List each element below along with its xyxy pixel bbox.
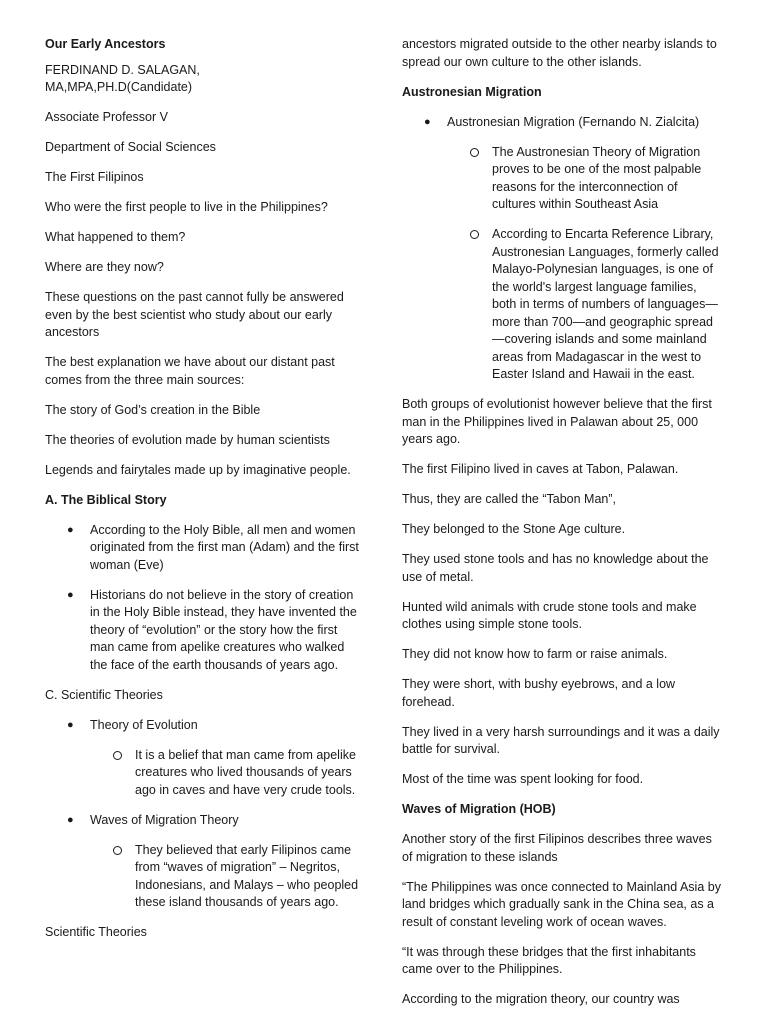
subbullet-text: According to Encarta Reference Library, Austronesian Languages, formerly called Malayo-Polynesian languages, is one of the world's largest language families, both in terms of numbers of languages—more than 700—and geographic spread—covering islands and some mainland areas from Madagascar in the west to Easter Island and Hawaii in the east. bbox=[492, 227, 719, 381]
source-evolution: The theories of evolution made by human scientists bbox=[45, 432, 330, 447]
question-2: What happened to them? bbox=[45, 230, 186, 244]
right-column bbox=[402, 36, 724, 1009]
bullet-text: Theory of Evolution bbox=[90, 717, 198, 732]
appearance-paragraph: They were short, with bushy eyebrows, and a low forehead. bbox=[402, 677, 676, 709]
author-credentials: MA,MPA,PH.D(Candidate) bbox=[45, 80, 193, 94]
inhabitants-paragraph: “It was through these bridges that the first inhabitants came over to the Philippines. bbox=[402, 944, 696, 976]
biblical-bullet-1 bbox=[45, 522, 363, 575]
biblical-heading: A. The Biblical Story bbox=[45, 492, 167, 507]
land-bridge-paragraph: “The Philippines was once connected to Mainland Asia by land bridges which gradually sank in the China sea, as a result of constant leveling work of ocean waves. bbox=[402, 879, 721, 929]
bullet-icon: ● bbox=[67, 523, 74, 536]
question-1: Who were the first people to live in the Philippines? bbox=[45, 200, 328, 214]
subbullet-text: They believed that early Filipinos came from “waves of migration” – Negritos, Indonesians, and Malays – who peopled these island thousands of years ago. bbox=[135, 842, 359, 909]
circle-bullet-icon bbox=[470, 148, 479, 157]
left-column bbox=[45, 36, 363, 942]
scientific-bullet-1 bbox=[45, 717, 363, 735]
migration-theory-paragraph: According to the migration theory, our country was bbox=[402, 992, 680, 1006]
author-name: FERDINAND D. SALAGAN, bbox=[45, 62, 200, 77]
scientific-subbullet-1 bbox=[45, 747, 363, 800]
subbullet-text: It is a belief that man came from apelike creatures who lived thousands of years ago in caves and have very crude tools. bbox=[135, 747, 356, 797]
waves-paragraph: Another story of the first Filipinos describes three waves of migration to these islands bbox=[402, 832, 712, 864]
circle-bullet-icon bbox=[113, 751, 122, 760]
author-department: Department of Social Sciences bbox=[45, 140, 216, 154]
bullet-text: According to the Holy Bible, all men and women originated from the first man (Adam) and the first woman (Eve) bbox=[90, 522, 359, 572]
bullet-icon: ● bbox=[67, 813, 74, 826]
source-bible: The story of God’s creation in the Bible bbox=[45, 402, 261, 417]
continued-paragraph: ancestors migrated outside to the other nearby islands to spread our own culture to the other islands. bbox=[402, 37, 717, 69]
hunting-paragraph: Hunted wild animals with crude stone tools and make clothes using simple stone tools. bbox=[402, 599, 697, 631]
subbullet-text: The Austronesian Theory of Migration proves to be one of the most palpable reasons for the interconnection of cultures within Southeast Asia bbox=[492, 144, 702, 211]
question-3: Where are they now? bbox=[45, 260, 164, 274]
austronesian-subbullet-2 bbox=[402, 226, 724, 384]
document-title: Our Early Ancestors bbox=[45, 37, 166, 51]
bullet-text: Waves of Migration Theory bbox=[90, 812, 239, 827]
bullet-icon: ● bbox=[67, 588, 74, 601]
bullet-icon: ● bbox=[67, 718, 74, 731]
stone-tools-paragraph: They used stone tools and has no knowledge about the use of metal. bbox=[402, 552, 709, 584]
scientific-theories-tail: Scientific Theories bbox=[45, 925, 147, 939]
scientific-bullet-2 bbox=[45, 812, 363, 830]
scientific-subbullet-2 bbox=[45, 842, 363, 912]
palawan-paragraph: Both groups of evolutionist however believe that the first man in the Philippines lived in Palawan about 25, 000 years ago. bbox=[402, 397, 712, 446]
waves-heading: Waves of Migration (HOB) bbox=[402, 802, 556, 816]
circle-bullet-icon bbox=[470, 230, 479, 239]
tabon-man-paragraph: Thus, they are called the “Tabon Man”, bbox=[402, 492, 617, 506]
austronesian-heading: Austronesian Migration bbox=[402, 84, 542, 99]
austronesian-bullet bbox=[402, 114, 724, 132]
author-position: Associate Professor V bbox=[45, 110, 168, 124]
biblical-bullet-2 bbox=[45, 587, 363, 675]
survival-paragraph: They lived in a very harsh surroundings and it was a daily battle for survival. bbox=[402, 724, 720, 756]
tabon-caves-paragraph: The first Filipino lived in caves at Tabon, Palawan. bbox=[402, 462, 679, 476]
circle-bullet-icon bbox=[113, 846, 122, 855]
bullet-text: Historians do not believe in the story of creation in the Holy Bible instead, they have invented the theory of “evolution” or the story how the first man came from apelike creatures who walked the face of the earth thousands of years ago. bbox=[90, 587, 357, 672]
intro-paragraph: These questions on the past cannot fully be answered even by the best scientist who study about our early ancestors bbox=[45, 290, 344, 339]
farming-paragraph: They did not know how to farm or raise animals. bbox=[402, 647, 668, 661]
bullet-icon: ● bbox=[424, 115, 431, 128]
austronesian-subbullet-1 bbox=[402, 144, 724, 214]
explanation-paragraph: The best explanation we have about our distant past comes from the three main sources: bbox=[45, 355, 335, 387]
food-paragraph: Most of the time was spent looking for food. bbox=[402, 772, 644, 786]
subject-title: The First Filipinos bbox=[45, 170, 144, 184]
stone-age-paragraph: They belonged to the Stone Age culture. bbox=[402, 522, 626, 536]
source-legends: Legends and fairytales made up by imaginative people. bbox=[45, 462, 351, 477]
scientific-heading: C. Scientific Theories bbox=[45, 687, 163, 702]
bullet-text: Austronesian Migration (Fernando N. Zialcita) bbox=[447, 114, 700, 129]
